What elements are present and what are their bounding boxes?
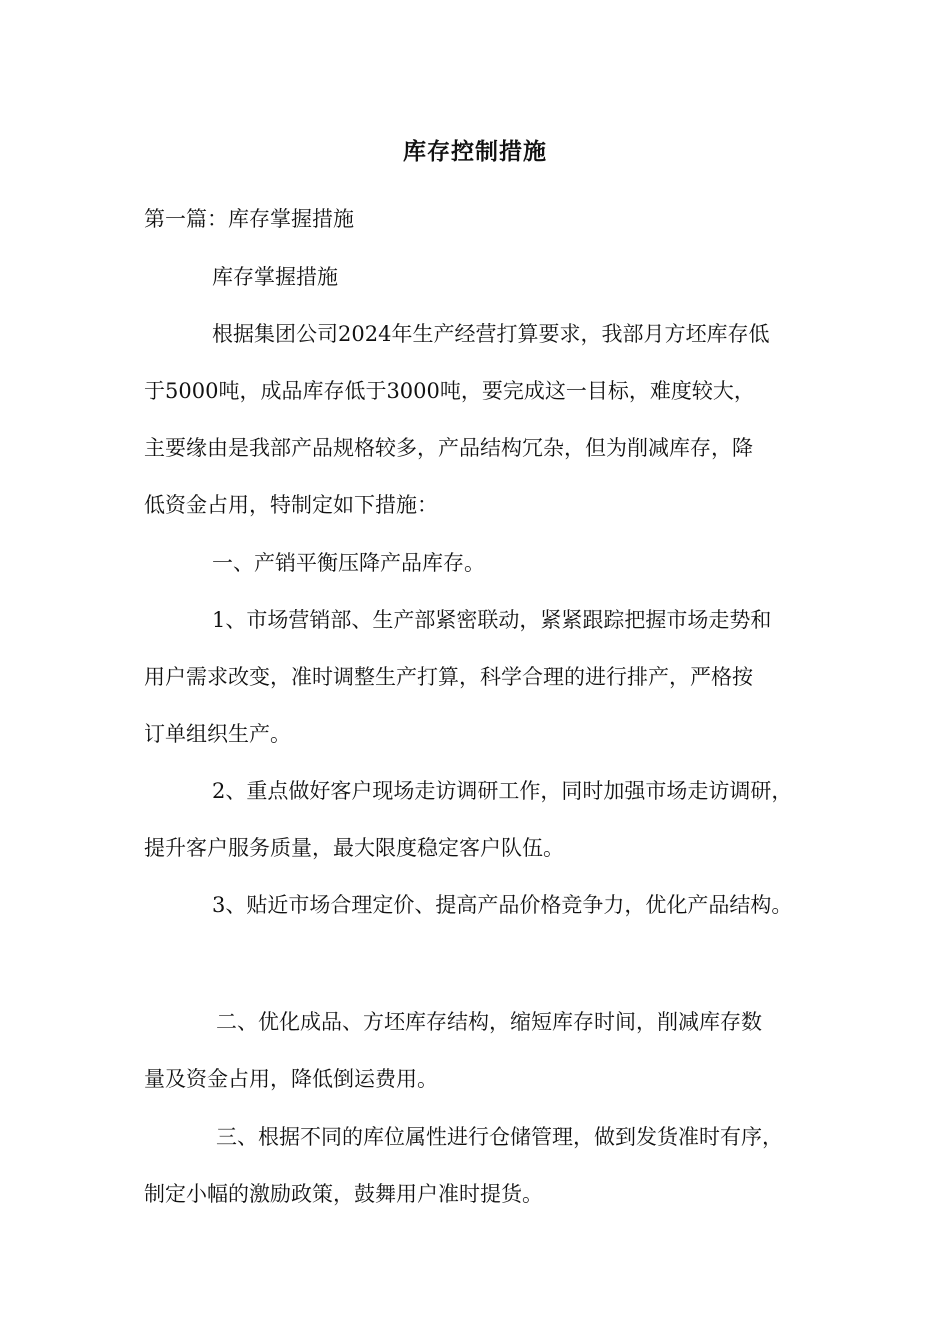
paragraph-line: 二、优化成品、方坯库存结构，缩短库存时间，削减库存数 bbox=[216, 1010, 762, 1034]
section-heading: 第一篇：库存掌握措施 bbox=[144, 207, 354, 231]
paragraph-line: 制定小幅的激励政策，鼓舞用户准时提货。 bbox=[144, 1182, 543, 1206]
paragraph-line: 三、根据不同的库位属性进行仓储管理，做到发货准时有序， bbox=[216, 1125, 783, 1149]
paragraph-line: 1、市场营销部、生产部紧密联动，紧紧跟踪把握市场走势和 bbox=[212, 608, 772, 632]
paragraph-line: 量及资金占用，降低倒运费用。 bbox=[144, 1067, 438, 1091]
paragraph-line: 根据集团公司2024年生产经营打算要求，我部月方坯库存低 bbox=[212, 322, 770, 346]
paragraph-line: 2、重点做好客户现场走访调研工作，同时加强市场走访调研， bbox=[212, 779, 793, 803]
paragraph-line: 主要缘由是我部产品规格较多，产品结构冗杂，但为削减库存，降 bbox=[144, 436, 753, 460]
document-title: 库存控制措施 bbox=[403, 138, 547, 165]
subheading: 库存掌握措施 bbox=[212, 265, 338, 289]
list-heading: 一、产销平衡压降产品库存。 bbox=[212, 551, 485, 575]
paragraph-line: 于5000吨，成品库存低于3000吨，要完成这一目标，难度较大， bbox=[144, 379, 755, 403]
paragraph-line: 提升客户服务质量，最大限度稳定客户队伍。 bbox=[144, 836, 564, 860]
paragraph-line: 订单组织生产。 bbox=[144, 722, 291, 746]
paragraph-line: 低资金占用，特制定如下措施： bbox=[144, 493, 438, 517]
paragraph-line: 3、贴近市场合理定价、提高产品价格竞争力，优化产品结构。 bbox=[212, 893, 793, 917]
paragraph-line: 用户需求改变，准时调整生产打算，科学合理的进行排产，严格按 bbox=[144, 665, 753, 689]
